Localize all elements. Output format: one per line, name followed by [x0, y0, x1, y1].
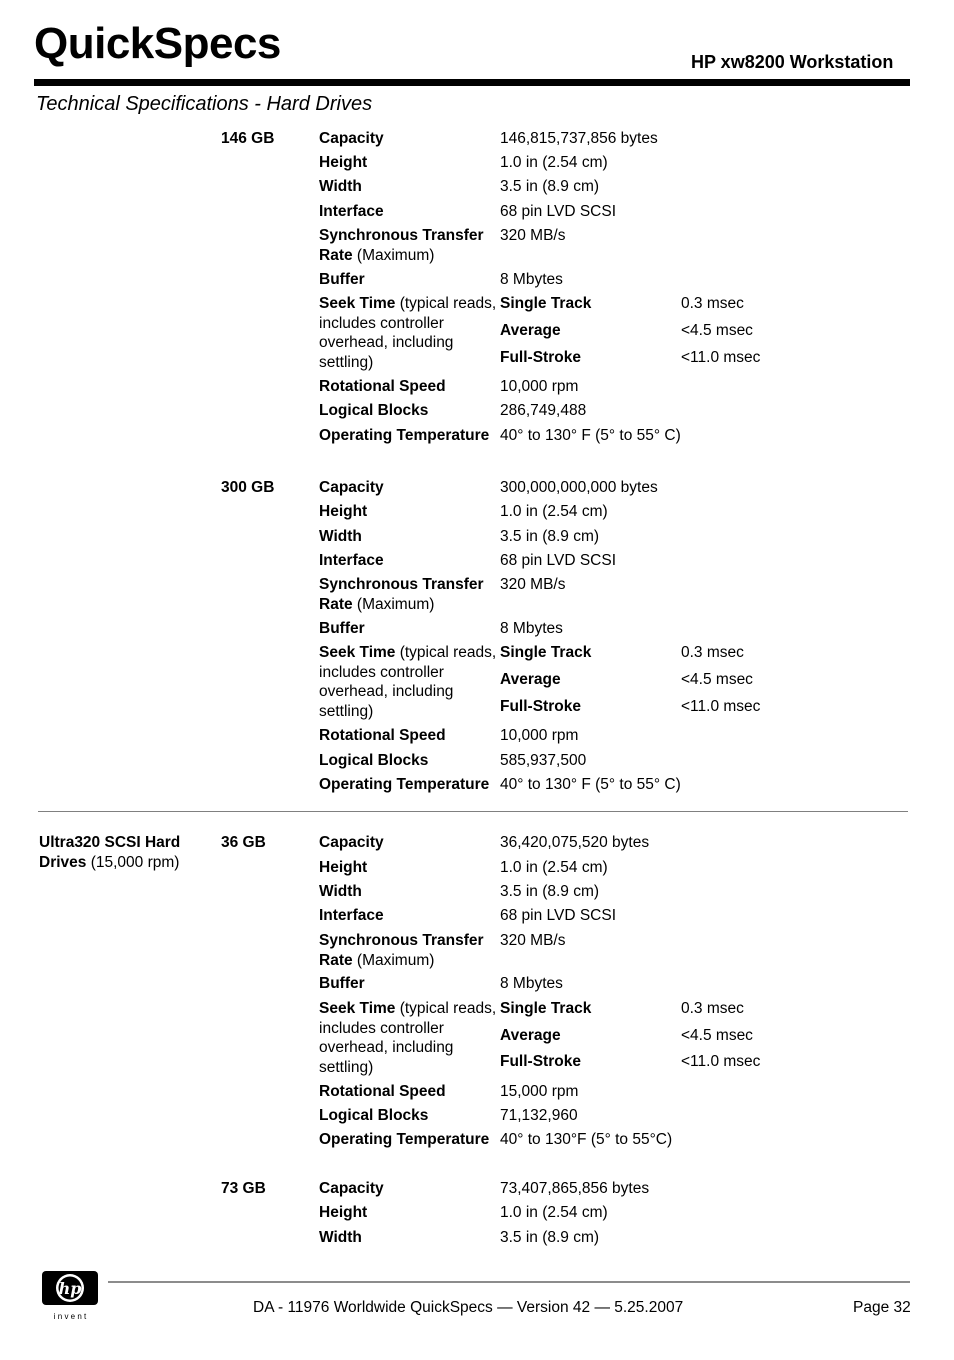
category-name-line1: Ultra320 SCSI Hard [39, 834, 181, 851]
seek-value: <4.5 msec [681, 1027, 753, 1044]
spec-label: Height [319, 859, 368, 876]
spec-value: 146,815,737,856 bytes [500, 130, 658, 147]
spec-label: Height [319, 154, 368, 171]
spec-label: Rotational Speed [319, 727, 446, 744]
seek-type: Single Track [500, 295, 592, 312]
spec-label-bold: Seek Time [319, 1000, 396, 1017]
seek-value: 0.3 msec [681, 1000, 744, 1017]
spec-value: 320 MB/s [500, 932, 566, 949]
seek-type: Single Track [500, 1000, 592, 1017]
spec-label: Capacity [319, 1180, 384, 1197]
spec-value: 8 Mbytes [500, 620, 563, 637]
spec-value: 10,000 rpm [500, 727, 579, 744]
seek-type: Average [500, 671, 561, 688]
spec-label-qualifier: (typical reads, includes controller overhead, including settling) [319, 1000, 497, 1076]
spec-label: Width [319, 178, 362, 195]
spec-value: 8 Mbytes [500, 271, 563, 288]
drive-size: 73 GB [221, 1180, 266, 1197]
spec-label-qualifier: (Maximum) [356, 595, 435, 613]
spec-value: 1.0 in (2.54 cm) [500, 859, 608, 876]
spec-value: 1.0 in (2.54 cm) [500, 503, 608, 520]
seek-type: Full-Stroke [500, 698, 581, 715]
spec-label: Operating Temperature [319, 1131, 490, 1148]
drive-size: 36 GB [221, 834, 266, 851]
spec-label: Height [319, 503, 368, 520]
spec-label: Logical Blocks [319, 402, 429, 419]
spec-value: 40° to 130° F (5° to 55° C) [500, 427, 681, 444]
spec-label [319, 294, 499, 372]
seek-value: <4.5 msec [681, 671, 753, 688]
spec-value: 585,937,500 [500, 752, 587, 769]
spec-label: Rotational Speed [319, 378, 446, 395]
spec-value: 73,407,865,856 bytes [500, 1180, 650, 1197]
spec-label [319, 226, 497, 265]
seek-value: <4.5 msec [681, 322, 753, 339]
spec-label: Height [319, 1204, 368, 1221]
spec-label-bold: Synchronous Transfer Rate [319, 227, 484, 264]
spec-label: Capacity [319, 834, 384, 851]
spec-label: Interface [319, 552, 384, 569]
spec-label [319, 643, 499, 721]
spec-value: 320 MB/s [500, 227, 566, 244]
spec-label: Interface [319, 203, 384, 220]
seek-type: Single Track [500, 644, 592, 661]
seek-value: <11.0 msec [681, 1053, 761, 1070]
spec-value: 71,132,960 [500, 1107, 578, 1124]
footer-doc-info: DA - 11976 Worldwide QuickSpecs — Version 42 — 5.25.2007 [253, 1299, 684, 1316]
hp-logo-tagline: i n v e n t [53, 1312, 87, 1321]
spec-value: 15,000 rpm [500, 1083, 579, 1100]
spec-value: 10,000 rpm [500, 378, 579, 395]
spec-value: 40° to 130° F (5° to 55° C) [500, 776, 681, 793]
spec-value: 8 Mbytes [500, 975, 563, 992]
spec-label-bold: Synchronous Transfer Rate [319, 932, 484, 969]
spec-value: 68 pin LVD SCSI [500, 907, 617, 924]
spec-label: Buffer [319, 620, 365, 637]
spec-label-qualifier: (Maximum) [356, 246, 435, 264]
footer-rule [108, 1281, 910, 1283]
spec-value: 286,749,488 [500, 402, 587, 419]
seek-type: Average [500, 322, 561, 339]
spec-label [319, 931, 497, 970]
section-title: Technical Specifications - Hard Drives [36, 93, 373, 115]
spec-value: 3.5 in (8.9 cm) [500, 1229, 600, 1246]
seek-value: <11.0 msec [681, 698, 761, 715]
spec-value: 3.5 in (8.9 cm) [500, 178, 600, 195]
spec-label-qualifier: (typical reads, includes controller overhead, including settling) [319, 295, 497, 371]
spec-label: Buffer [319, 271, 365, 288]
spec-label-bold: Seek Time [319, 295, 396, 312]
spec-label-qualifier: (typical reads, includes controller overhead, including settling) [319, 644, 497, 720]
spec-value: 36,420,075,520 bytes [500, 834, 650, 851]
seek-type: Full-Stroke [500, 1053, 581, 1070]
seek-type: Average [500, 1027, 561, 1044]
spec-label: Width [319, 528, 362, 545]
spec-label: Logical Blocks [319, 752, 429, 769]
drive-size: 146 GB [221, 130, 275, 147]
spec-label-qualifier: (Maximum) [356, 951, 435, 969]
spec-label: Rotational Speed [319, 1083, 446, 1100]
product-name: HP xw8200 Workstation [691, 52, 894, 72]
spec-value: 68 pin LVD SCSI [500, 203, 617, 220]
seek-type: Full-Stroke [500, 349, 581, 366]
spec-value: 3.5 in (8.9 cm) [500, 883, 600, 900]
category-label [39, 833, 180, 872]
category-name-line2: Drives [39, 853, 87, 871]
spec-value: 300,000,000,000 bytes [500, 479, 658, 496]
hp-logo [40, 1269, 100, 1321]
brand-title: QuickSpecs [34, 19, 281, 68]
category-separator [38, 811, 908, 812]
spec-value: 40° to 130°F (5° to 55°C) [500, 1131, 673, 1148]
spec-value: 1.0 in (2.54 cm) [500, 154, 608, 171]
drive-size: 300 GB [221, 479, 275, 496]
spec-value: 3.5 in (8.9 cm) [500, 528, 600, 545]
category-qualifier: (15,000 rpm) [90, 853, 180, 871]
spec-label: Capacity [319, 130, 384, 147]
spec-label: Buffer [319, 975, 365, 992]
spec-label: Interface [319, 907, 384, 924]
spec-value: 1.0 in (2.54 cm) [500, 1204, 608, 1221]
page-number: Page 32 [853, 1299, 911, 1316]
seek-value: <11.0 msec [681, 349, 761, 366]
spec-label: Operating Temperature [319, 427, 490, 444]
spec-label: Width [319, 1229, 362, 1246]
spec-label: Capacity [319, 479, 384, 496]
seek-value: 0.3 msec [681, 644, 744, 661]
hp-logo-letters: hp [58, 1279, 82, 1298]
spec-label: Operating Temperature [319, 776, 490, 793]
spec-label [319, 999, 499, 1077]
spec-label: Width [319, 883, 362, 900]
spec-value: 68 pin LVD SCSI [500, 552, 617, 569]
spec-label: Logical Blocks [319, 1107, 429, 1124]
spec-label-bold: Seek Time [319, 644, 396, 661]
seek-value: 0.3 msec [681, 295, 744, 312]
spec-label [319, 575, 497, 614]
spec-value: 320 MB/s [500, 576, 566, 593]
spec-label-bold: Synchronous Transfer Rate [319, 576, 484, 613]
